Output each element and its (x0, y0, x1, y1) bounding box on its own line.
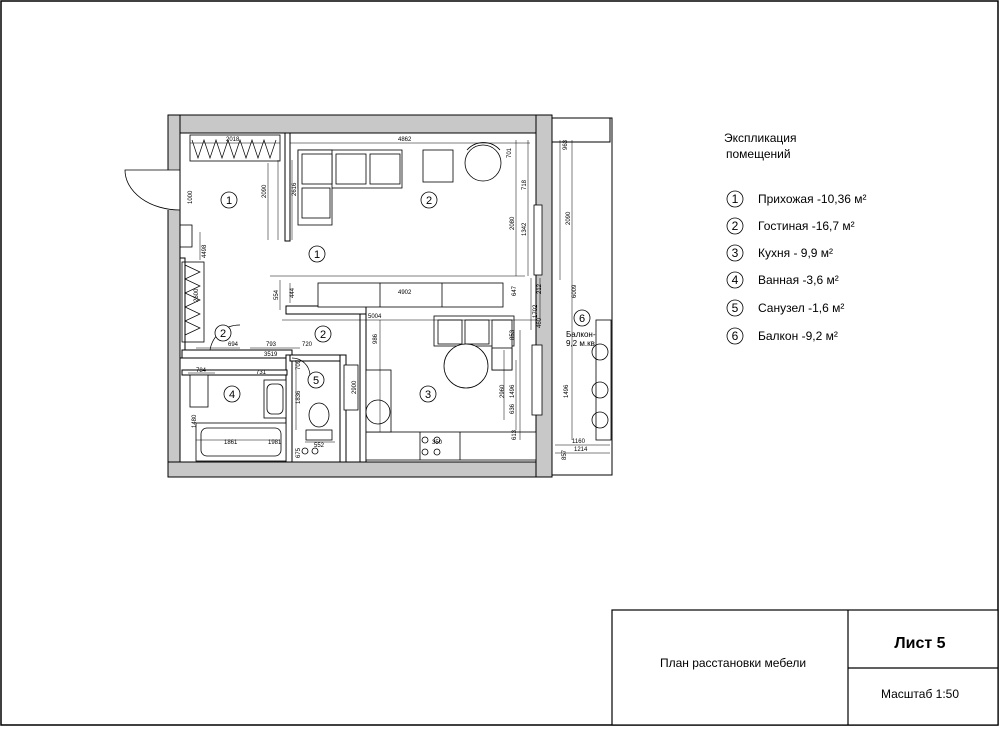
room-marker-living (421, 192, 437, 208)
dining-table (444, 344, 488, 388)
dim-label: 1702 (533, 304, 539, 318)
room-marker-hallway (221, 192, 237, 208)
dim-label: 4498 (202, 244, 208, 258)
dim-label: 4862 (398, 137, 412, 143)
room-marker-bathroom (224, 386, 240, 402)
dim-label: 784 (196, 368, 207, 374)
dim-label: 3519 (264, 352, 278, 358)
svg-text:1: 1 (313, 249, 321, 261)
svg-text:5: 5 (312, 375, 320, 387)
dim-label: 675 (296, 447, 302, 458)
svg-text:4: 4 (228, 389, 236, 401)
radiator-kitchen (532, 345, 542, 415)
explication-text: Санузел -1,6 м² (758, 301, 845, 315)
balcony-area-label: 9,2 м.кв (566, 339, 595, 348)
dim-label: 1160 (572, 439, 585, 445)
dim-label: 694 (228, 342, 239, 348)
svg-text:3: 3 (424, 389, 432, 401)
room-marker-kitchen (420, 386, 436, 402)
drawing-scale: Масштаб 1:50 (880, 687, 960, 701)
balcony-label: Балкон- (566, 330, 596, 339)
room-marker-door-2a (215, 325, 231, 341)
dim-label: 2960 (500, 384, 506, 398)
dim-label: 709 (296, 359, 302, 370)
dim-label: 1000 (188, 190, 194, 204)
dim-label: 2090 (262, 184, 268, 198)
svg-text:2: 2 (219, 328, 227, 340)
dim-label: 963 (563, 139, 569, 150)
dim-label: 1981 (268, 440, 282, 446)
room-marker-wc (308, 372, 324, 388)
armchair-round (465, 145, 501, 181)
dim-label: 2600 (194, 288, 200, 302)
dim-label: 793 (266, 342, 277, 348)
explication-number: 5 (731, 301, 739, 315)
drawing-name: План расстановки мебели (659, 656, 807, 670)
room-marker-door-2b (315, 326, 331, 342)
svg-text:1: 1 (225, 195, 233, 207)
dim-label: 350 (432, 440, 443, 446)
dim-label: 731 (256, 370, 267, 376)
radiator-living (534, 205, 542, 275)
room-marker-hallway-2 (309, 246, 325, 262)
dim-label: 554 (274, 289, 280, 300)
dim-label: 2080 (510, 216, 516, 230)
dim-label: 701 (507, 147, 513, 158)
dim-label: 636 (510, 403, 516, 414)
dim-label: 1214 (574, 447, 588, 453)
dim-label: 853 (510, 329, 516, 340)
explication-text: Прихожая -10,36 м² (758, 192, 867, 206)
explication-text: Кухня - 9,9 м² (758, 246, 834, 260)
dim-label: 1496 (564, 384, 570, 398)
explication-number: 1 (731, 192, 739, 206)
dim-label: 857 (562, 449, 568, 460)
explication-text: Ванная -3,6 м² (758, 273, 839, 287)
dim-label: 1496 (510, 384, 516, 398)
svg-text:6: 6 (578, 313, 586, 325)
svg-text:2: 2 (425, 195, 433, 207)
dim-label: 212 (537, 283, 543, 294)
dim-label: 2090 (566, 211, 572, 225)
explication-text: Гостиная -16,7 м² (758, 219, 855, 233)
sheet-number: Лист 5 (894, 635, 946, 652)
dim-label: 444 (290, 287, 296, 298)
dim-label: 986 (373, 333, 379, 344)
dim-label: 720 (302, 342, 313, 348)
explication-number: 2 (731, 219, 739, 233)
washbasin (264, 380, 286, 418)
dim-label: 1861 (224, 440, 238, 446)
title-block (612, 610, 998, 725)
svg-text:2: 2 (319, 329, 327, 341)
dim-label: 613 (512, 429, 518, 440)
explication-title: Экспликация (724, 131, 797, 145)
dim-label: 460 (537, 317, 543, 328)
dim-label: 1342 (522, 222, 528, 236)
dim-label: 718 (522, 179, 528, 190)
dim-label: 2900 (352, 380, 358, 394)
dim-label: 1836 (296, 390, 302, 404)
dim-label: 4902 (398, 290, 412, 296)
explication-subtitle: помещений (726, 147, 791, 161)
dim-label: 6009 (572, 284, 578, 298)
explication-number: 4 (731, 273, 739, 287)
dim-label: 5004 (368, 314, 382, 320)
explication-text: Балкон -9,2 м² (758, 329, 838, 343)
explication-number: 6 (731, 329, 739, 343)
dim-label: 552 (314, 443, 325, 449)
room-marker-balcony (574, 310, 590, 326)
dim-label: 2616 (292, 182, 298, 196)
dim-label: 647 (512, 285, 518, 296)
dim-label: 1480 (192, 414, 198, 428)
dim-label: 2018 (226, 137, 240, 143)
armchair-square (423, 150, 453, 182)
explication-number: 3 (731, 246, 739, 260)
